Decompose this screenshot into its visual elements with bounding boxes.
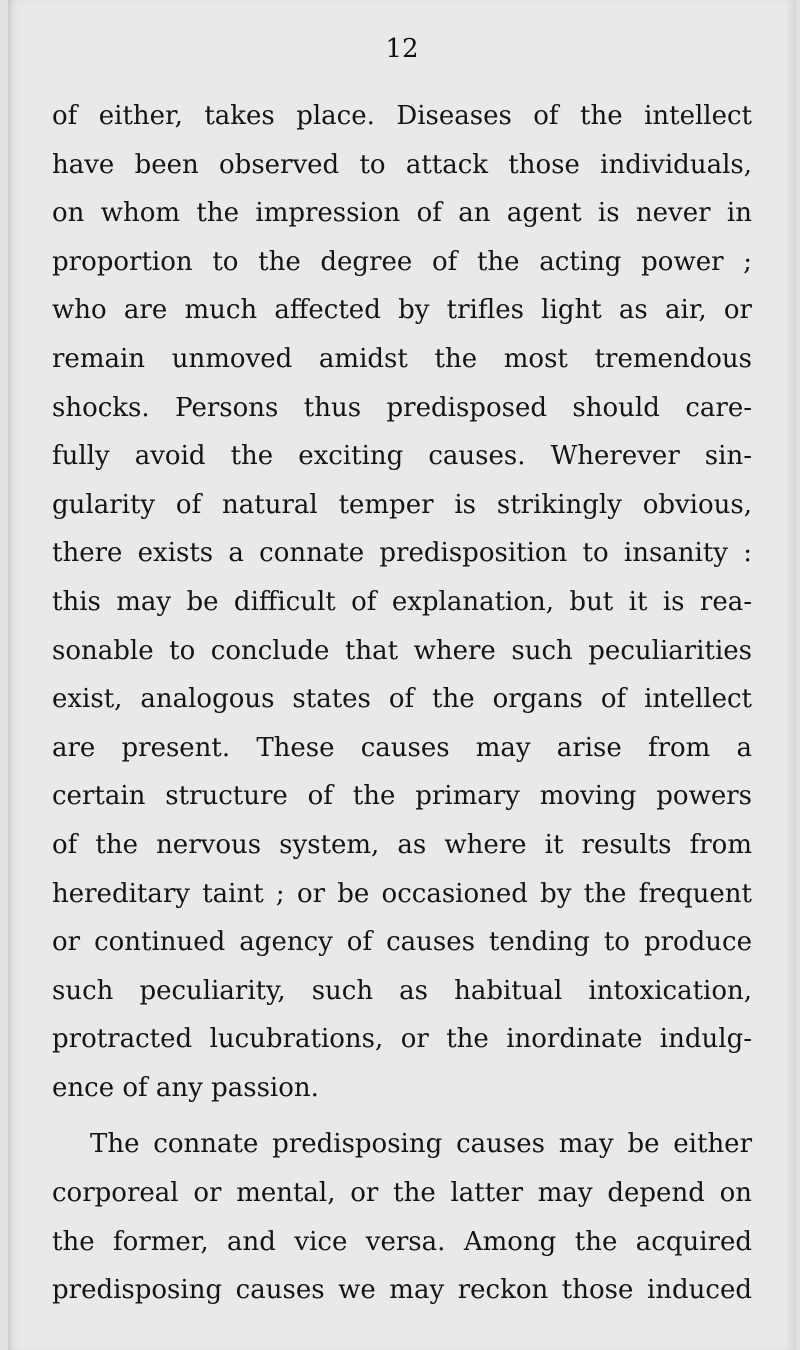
text-line: this may be difficult of explanation, but it is rea- (52, 586, 752, 617)
text-line: The connate predisposing causes may be either (90, 1129, 752, 1160)
text-line: such peculiarity, such as habitual intoxication, (52, 975, 752, 1006)
text-line: remain unmoved amidst the most tremendous (52, 343, 752, 374)
text-line: certain structure of the primary moving powers (52, 781, 752, 812)
text-line: predisposing causes we may reckon those induced (52, 1275, 752, 1306)
text-line: corporeal or mental, or the latter may depend on (52, 1178, 752, 1209)
text-line: sonable to conclude that where such peculiarities (52, 635, 752, 666)
page-number: 12 (385, 34, 419, 64)
text-line: gularity of natural temper is strikingly obvious, (52, 489, 752, 520)
text-line: shocks. Persons thus predisposed should care- (52, 392, 752, 423)
text-line: proportion to the degree of the acting power ; (52, 246, 752, 277)
page-edge-shadow (786, 0, 796, 1350)
body-text (52, 92, 752, 1315)
text-line: there exists a connate predisposition to insanity : (52, 538, 752, 569)
text-line: or continued agency of causes tending to produce (52, 927, 752, 958)
text-line: protracted lucubrations, or the inordinate indulg- (52, 1024, 752, 1055)
text-line: of either, takes place. Diseases of the intellect (52, 101, 752, 131)
text-line: on whom the impression of an agent is never in (52, 198, 752, 229)
text-line: hereditary taint ; or be occasioned by the frequent (52, 878, 752, 909)
text-line: have been observed to attack those individuals, (52, 149, 752, 180)
text-line: who are much affected by trifles light as air, or (52, 295, 752, 326)
text-line: fully avoid the exciting causes. Wherever sin- (52, 441, 752, 472)
text-line: exist, analogous states of the organs of intellect (52, 684, 752, 715)
text-line: the former, and vice versa. Among the acquired (52, 1226, 752, 1257)
text-line: of the nervous system, as where it results from (52, 829, 752, 860)
text-line: ence of any passion. (52, 1072, 319, 1103)
book-page (8, 0, 796, 1350)
text-line: are present. These causes may arise from a (52, 732, 752, 763)
